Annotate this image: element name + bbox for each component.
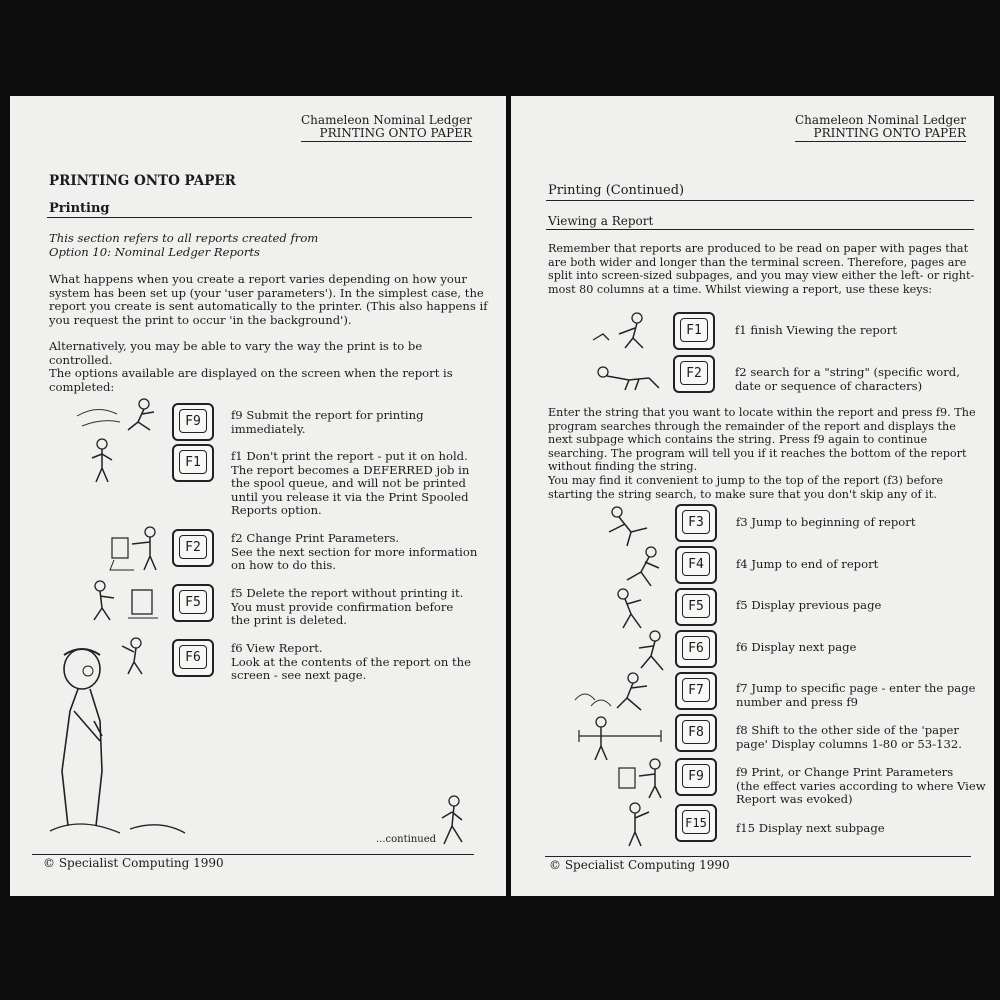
paragraph-line: program searches through the remainder of the report and displays the (548, 419, 956, 433)
falling-man-illustration-icon (611, 544, 671, 589)
header-line-2: PRINTING ONTO PAPER (301, 127, 472, 142)
continued-note: ...continued (376, 834, 437, 845)
paragraph-line: You may find it convenient to jump to the top of the report (f3) before (548, 473, 944, 487)
paragraph-line: are both wider and longer than the terminal screen. Therefore, pages are (548, 255, 967, 269)
left-page (10, 96, 506, 896)
f3-key-icon: F3 (675, 504, 717, 542)
key-line: date or sequence of characters) (735, 378, 923, 393)
paragraph-line: split into screen-sized subpages, and you may view either the left- or right- (548, 269, 975, 283)
f6-key-icon: F6 (675, 630, 717, 668)
paragraph-line: The options available are displayed on the screen when the report is (49, 366, 453, 381)
paragraph-1 (548, 242, 988, 296)
key-line: f7 Jump to specific page - enter the page (736, 681, 976, 695)
key-line: You must provide confirmation before (231, 599, 454, 614)
title-rule (546, 200, 974, 201)
header-line-1: Chameleon Nominal Ledger (795, 113, 966, 127)
key-line: on how to do this. (231, 558, 337, 573)
key-line: f5 Delete the report without printing it. (231, 586, 464, 600)
f5-description (231, 587, 463, 628)
key-line: page' Display columns 1-80 or 53-132. (736, 736, 962, 751)
f5-key-icon: F5 (675, 588, 717, 626)
delete-man-illustration-icon (88, 578, 168, 623)
f6-key-icon: F6 (172, 639, 214, 677)
running-man-illustration-icon (72, 396, 162, 436)
key-line: (the effect varies according to where View (736, 778, 986, 793)
key-line: f6 View Report. (231, 641, 323, 655)
key-line: until you release it via the Print Spooled (231, 489, 469, 504)
jumping-man-illustration-icon (571, 670, 671, 715)
key-line: immediately. (231, 421, 306, 436)
key-line: The report becomes a DEFERRED job in (231, 462, 470, 477)
paragraph-line: Remember that reports are produced to be read on paper with pages that (548, 242, 969, 255)
key-line: f3 Jump to beginning of report (736, 515, 916, 529)
paragraph-line: without finding the string. (548, 460, 698, 474)
printer-man-illustration-icon (615, 756, 670, 801)
footer-rule (545, 856, 971, 857)
f9-description (231, 409, 424, 436)
footer-copyright: © Specialist Computing 1990 (549, 858, 730, 872)
key-line: f4 Jump to end of report (736, 557, 879, 571)
paragraph-line: Alternatively, you may be able to vary the way the print is to be controlled. (49, 339, 423, 367)
key-line: f5 Display previous page (736, 598, 882, 612)
key-line: f15 Display next subpage (736, 821, 885, 835)
f6-description (231, 642, 471, 683)
running-header (301, 114, 472, 142)
key-line: Report was evoked) (736, 792, 853, 807)
leaning-man-illustration-icon (607, 586, 657, 631)
stepping-man-illustration-icon (625, 628, 675, 673)
f7-description (736, 682, 976, 709)
f5-key-icon: F5 (172, 584, 214, 622)
f8-description (736, 724, 962, 751)
paragraph-line: next subpage which contains the string. Press f9 again to continue (548, 433, 928, 447)
f15-description (736, 822, 885, 836)
paragraph-2 (49, 340, 489, 394)
paragraph-line: starting the string search, to make sure that you don't skip any of it. (548, 487, 937, 501)
footer-copyright: © Specialist Computing 1990 (43, 856, 224, 870)
paragraph-line: report you create is sent automatically to the printer. (This also happens if (49, 299, 488, 314)
key-line: the spool queue, and will not be printed (231, 476, 466, 491)
f9-key-icon: F9 (172, 403, 214, 441)
section-heading: Viewing a Report (548, 214, 654, 228)
paragraph-line: Enter the string that you want to locate within the report and press f9. The (548, 406, 976, 419)
key-line: Look at the contents of the report on the (231, 654, 471, 669)
large-man-reading-illustration-icon (40, 641, 190, 846)
f2-key-icon: F2 (673, 355, 715, 393)
f9-description (736, 766, 986, 807)
paragraph-line: system has been set up (your 'user parameters'). In the simplest case, the (49, 285, 484, 300)
f2-key-icon: F2 (172, 529, 214, 567)
paragraph-line: searching. The program will tell you if it reaches the bottom of the report (548, 446, 967, 460)
header-line-2: PRINTING ONTO PAPER (795, 127, 966, 142)
f2-description (231, 532, 477, 573)
key-line: number and press f9 (736, 694, 859, 709)
f1-key-icon: F1 (172, 444, 214, 482)
key-line: f1 finish Viewing the report (735, 323, 897, 337)
paragraph-line: you request the print to occur 'in the background'). (49, 312, 352, 327)
page-title: Printing (Continued) (548, 183, 685, 198)
f6-description (736, 641, 856, 655)
paragraph-2 (548, 406, 993, 501)
key-line: f6 Display next page (736, 640, 857, 654)
paragraph-line: What happens when you create a report varies depending on how your (49, 272, 467, 286)
f5-description (736, 599, 881, 613)
section-heading: Printing (49, 201, 110, 216)
f1-description (735, 324, 897, 338)
key-line: See the next section for more information (231, 544, 478, 559)
f4-key-icon: F4 (675, 546, 717, 584)
key-line: screen - see next page. (231, 668, 367, 683)
key-line: the print is deleted. (231, 613, 347, 628)
f9-key-icon: F9 (675, 758, 717, 796)
f2-description (735, 366, 960, 393)
key-line: f2 search for a "string" (specific word, (735, 365, 960, 379)
footer-rule (32, 854, 474, 855)
f3-description (736, 516, 915, 530)
section-rule (47, 217, 472, 218)
paragraph-line: most 80 columns at a time. Whilst viewing a report, use these keys: (548, 282, 933, 296)
f4-description (736, 558, 878, 572)
f1-description (231, 450, 469, 518)
key-line: Reports option. (231, 503, 322, 518)
f7-key-icon: F7 (675, 672, 717, 710)
key-line: f9 Print, or Change Print Parameters (736, 765, 954, 779)
standing-man-illustration-icon (82, 436, 122, 486)
intro-line-2: Option 10: Nominal Ledger Reports (49, 245, 261, 259)
right-page (511, 96, 994, 896)
key-line: f9 Submit the report for printing (231, 408, 424, 422)
man-with-dog-illustration-icon (589, 312, 669, 352)
intro-line-1: This section refers to all reports created from (49, 231, 319, 245)
key-line: f2 Change Print Parameters. (231, 531, 400, 545)
printer-man-illustration-icon (108, 524, 168, 574)
crawling-man-illustration-icon (589, 364, 669, 394)
f15-key-icon: F15 (675, 804, 717, 842)
header-line-1: Chameleon Nominal Ledger (301, 113, 472, 127)
section-rule (546, 229, 974, 230)
paragraph-line: completed: (49, 379, 115, 394)
running-header (795, 114, 966, 142)
key-line: f1 Don't print the report - put it on hold. (231, 449, 468, 463)
paragraph-1 (49, 273, 489, 327)
key-line: f8 Shift to the other side of the 'paper (736, 723, 959, 737)
page-title: PRINTING ONTO PAPER (49, 173, 236, 189)
f1-key-icon: F1 (673, 312, 715, 350)
f8-key-icon: F8 (675, 714, 717, 752)
waving-man-illustration-icon (615, 800, 665, 848)
